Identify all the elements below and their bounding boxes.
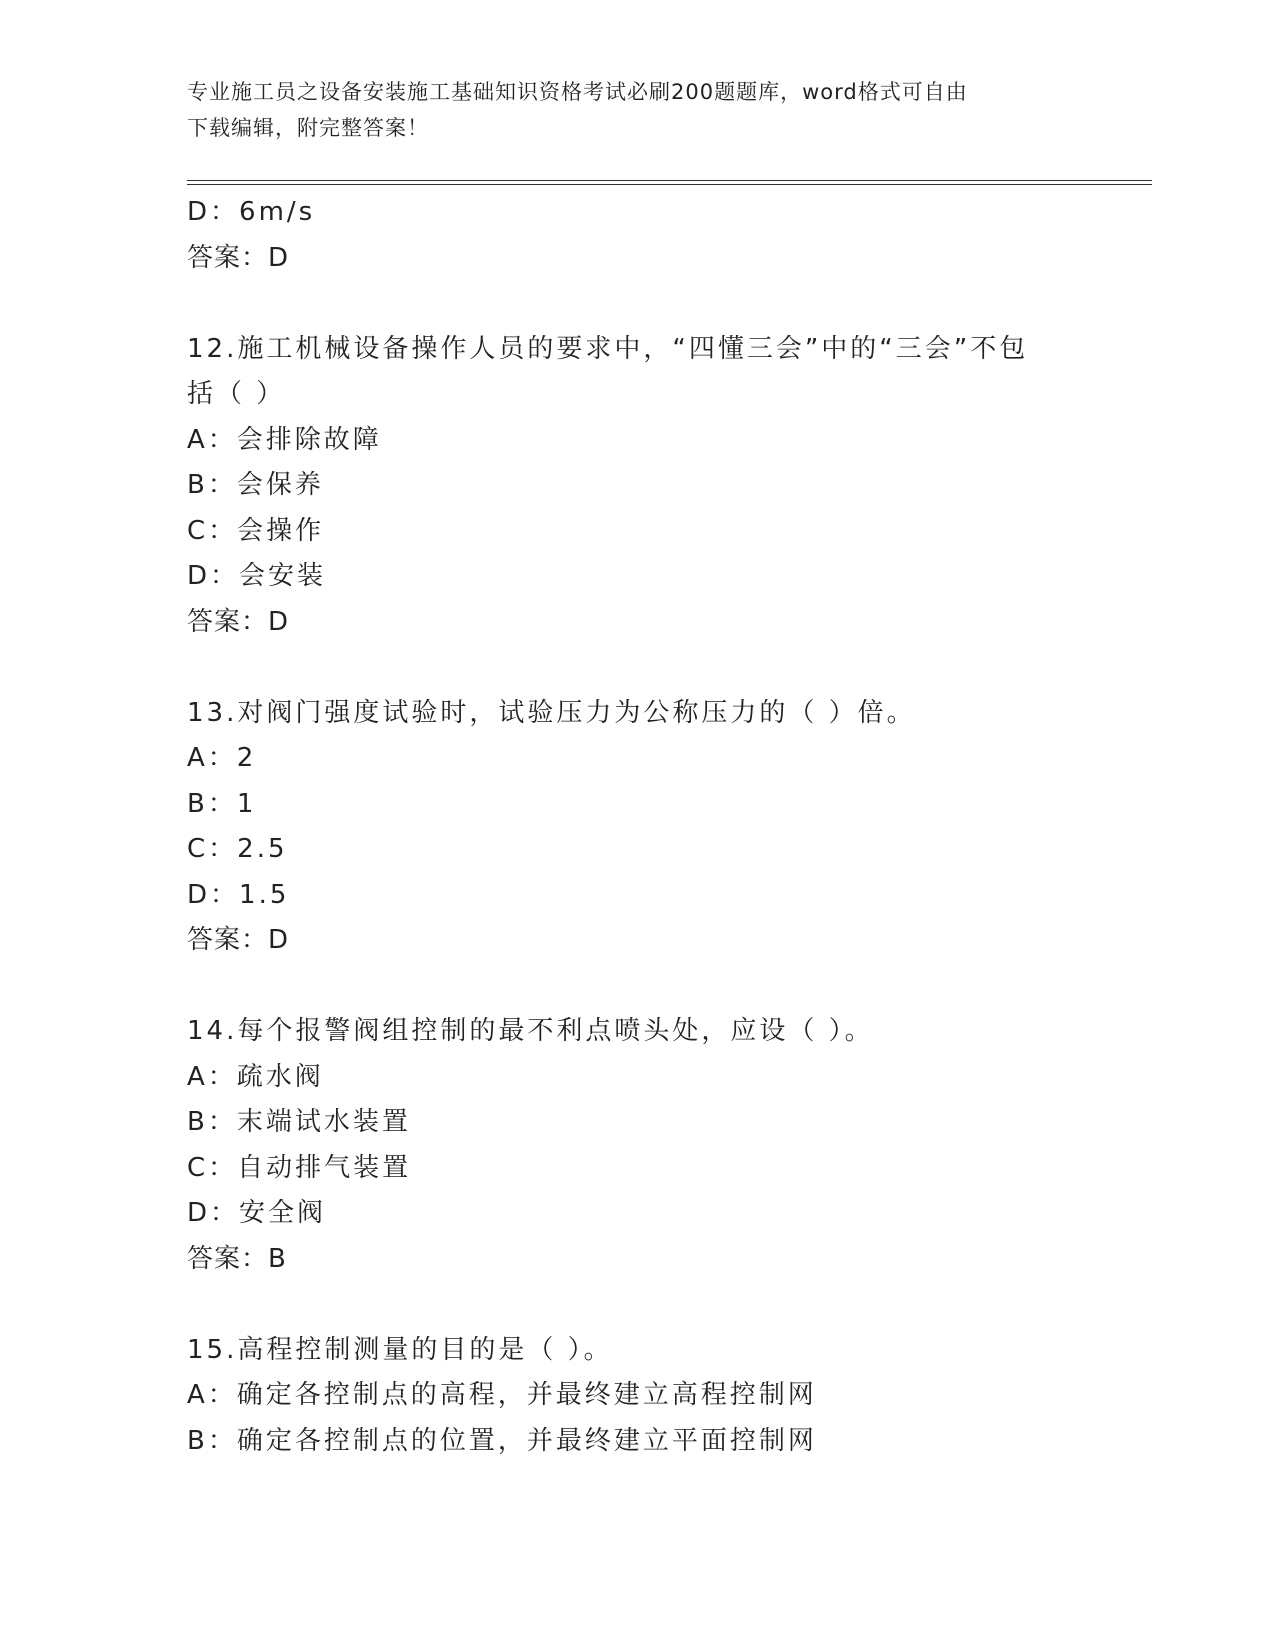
question-13-stem: 13.对阀门强度试验时，试验压力为公称压力的（ ）倍。 <box>187 697 916 728</box>
spacer <box>187 281 1087 327</box>
question-12-option-a: A：会排除故障 <box>187 424 382 455</box>
spacer <box>187 964 1087 1010</box>
spacer <box>187 645 1087 691</box>
option-d: D：6m/s <box>187 197 316 227</box>
header-divider-top <box>187 180 1152 181</box>
header-title-line-2: 下载编辑，附完整答案！ <box>187 116 429 140</box>
document-header <box>187 74 1067 146</box>
question-14-option-b: B：末端试水装置 <box>187 1107 411 1137</box>
answer-line: 答案：D <box>187 242 290 273</box>
question-13-option-a: A：2 <box>187 743 257 773</box>
question-13-option-d: D：1.5 <box>187 879 290 910</box>
header-divider-bottom <box>187 184 1152 185</box>
spacer <box>187 1282 1087 1328</box>
question-15-stem: 15.高程控制测量的目的是（ ）。 <box>187 1334 613 1365</box>
question-12-stem-line-1: 12.施工机械设备操作人员的要求中，“四懂三会”中的“三会”不包 <box>187 333 1029 364</box>
question-content <box>187 190 1087 1464</box>
question-14-option-a: A：疏水阀 <box>187 1061 324 1092</box>
question-13-answer: 答案：D <box>187 925 290 955</box>
question-14-option-c: C：自动排气装置 <box>187 1152 412 1183</box>
question-12-stem-line-2: 括（ ） <box>187 379 286 409</box>
question-14-stem: 14.每个报警阀组控制的最不利点喷头处，应设（ ）。 <box>187 1016 874 1046</box>
question-12-option-c: C：会操作 <box>187 515 325 546</box>
question-14-option-d: D：安全阀 <box>187 1198 327 1228</box>
question-12-answer: 答案：D <box>187 606 290 637</box>
question-12-option-d: D：会安装 <box>187 561 327 591</box>
question-15-option-a: A：确定各控制点的高程，并最终建立高程控制网 <box>187 1380 817 1410</box>
question-13-option-c: C：2.5 <box>187 834 288 864</box>
question-15-option-b: B：确定各控制点的位置，并最终建立平面控制网 <box>187 1425 817 1456</box>
question-14-answer: 答案：B <box>187 1243 287 1274</box>
question-12-option-b: B：会保养 <box>187 470 324 500</box>
question-13-option-b: B：1 <box>187 788 257 819</box>
header-title-line-1: 专业施工员之设备安装施工基础知识资格考试必刷200题题库，word格式可自由 <box>187 80 968 104</box>
